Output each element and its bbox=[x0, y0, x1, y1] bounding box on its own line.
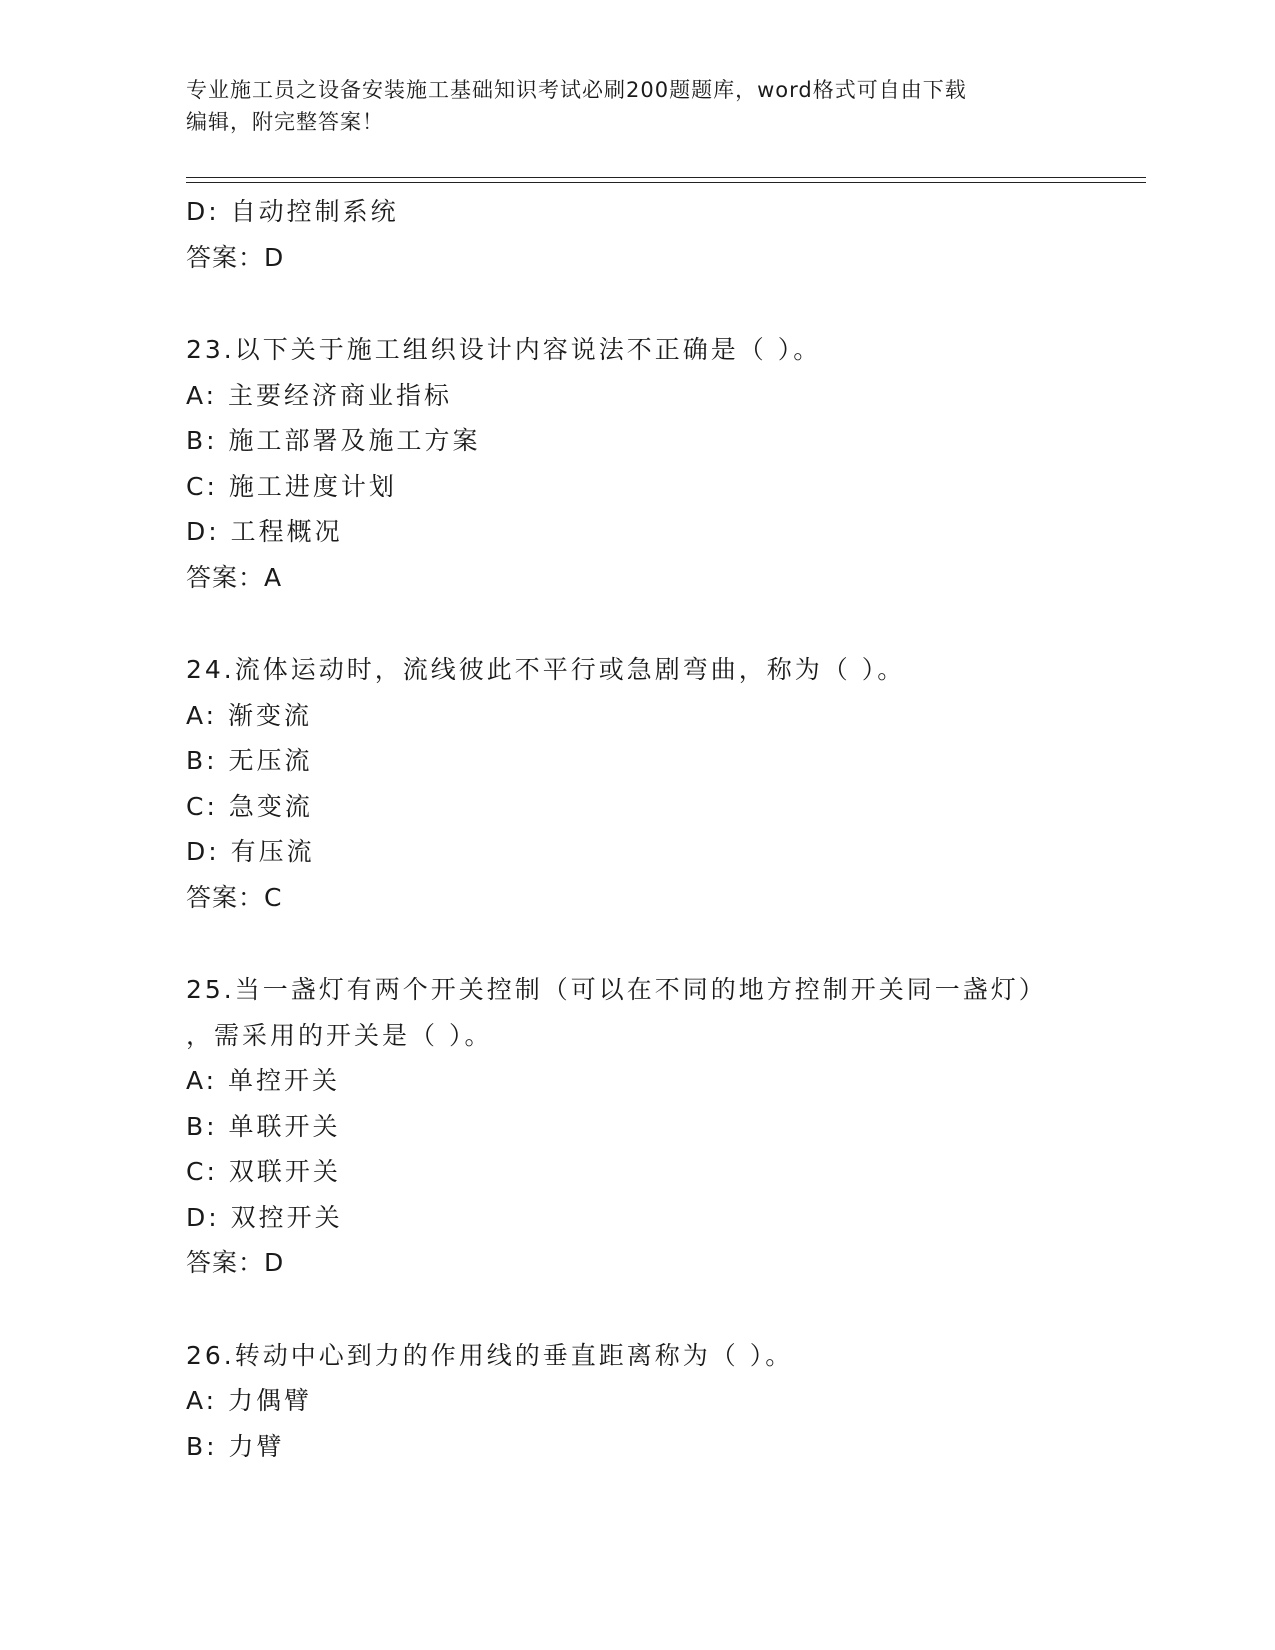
question-24-block bbox=[186, 647, 1146, 920]
question-text-line-2: ，需采用的开关是（ ）。 bbox=[186, 1020, 493, 1050]
option-a: A: 力偶臂 bbox=[186, 1386, 313, 1415]
question-26-block bbox=[186, 1333, 1146, 1470]
option-d: D: 自动控制系统 bbox=[186, 197, 399, 226]
option-b: B: 施工部署及施工方案 bbox=[186, 426, 481, 455]
question-23-block bbox=[186, 327, 1146, 600]
option-d: D: 双控开关 bbox=[186, 1202, 343, 1232]
option-c: C: 施工进度计划 bbox=[186, 471, 397, 501]
option-c: C: 急变流 bbox=[186, 791, 313, 821]
header-line-1: 专业施工员之设备安装施工基础知识考试必刷200题题库，word格式可自由下载 bbox=[186, 78, 967, 102]
answer-line: 答案：A bbox=[186, 562, 283, 592]
option-a: A: 单控开关 bbox=[186, 1066, 341, 1095]
option-d: D: 工程概况 bbox=[186, 517, 343, 546]
option-b: B: 单联开关 bbox=[186, 1111, 341, 1141]
answer-line: 答案：D bbox=[186, 242, 285, 272]
header-line-2: 编辑，附完整答案！ bbox=[186, 110, 384, 134]
header-rule-bottom bbox=[186, 182, 1146, 183]
header-rule-top bbox=[186, 177, 1146, 178]
option-d: D: 有压流 bbox=[186, 837, 315, 866]
option-a: A: 主要经济商业指标 bbox=[186, 380, 453, 410]
question-text-line-1: 25.当一盏灯有两个开关控制（可以在不同的地方控制开关同一盏灯） bbox=[186, 975, 1047, 1004]
option-b: B: 无压流 bbox=[186, 746, 313, 775]
question-text: 23.以下关于施工组织设计内容说法不正确是（ ）。 bbox=[186, 335, 822, 364]
question-list bbox=[186, 189, 1146, 1469]
option-b: B: 力臂 bbox=[186, 1431, 285, 1461]
document-header bbox=[186, 74, 1086, 138]
question-25-block bbox=[186, 967, 1146, 1286]
question-text: 24.流体运动时，流线彼此不平行或急剧弯曲，称为（ ）。 bbox=[186, 655, 906, 684]
option-c: C: 双联开关 bbox=[186, 1157, 341, 1186]
answer-line: 答案：D bbox=[186, 1248, 285, 1277]
question-text: 26.转动中心到力的作用线的垂直距离称为（ ）。 bbox=[186, 1340, 794, 1370]
option-a: A: 渐变流 bbox=[186, 700, 313, 730]
question-22-block bbox=[186, 189, 1146, 280]
answer-line: 答案：C bbox=[186, 882, 283, 912]
